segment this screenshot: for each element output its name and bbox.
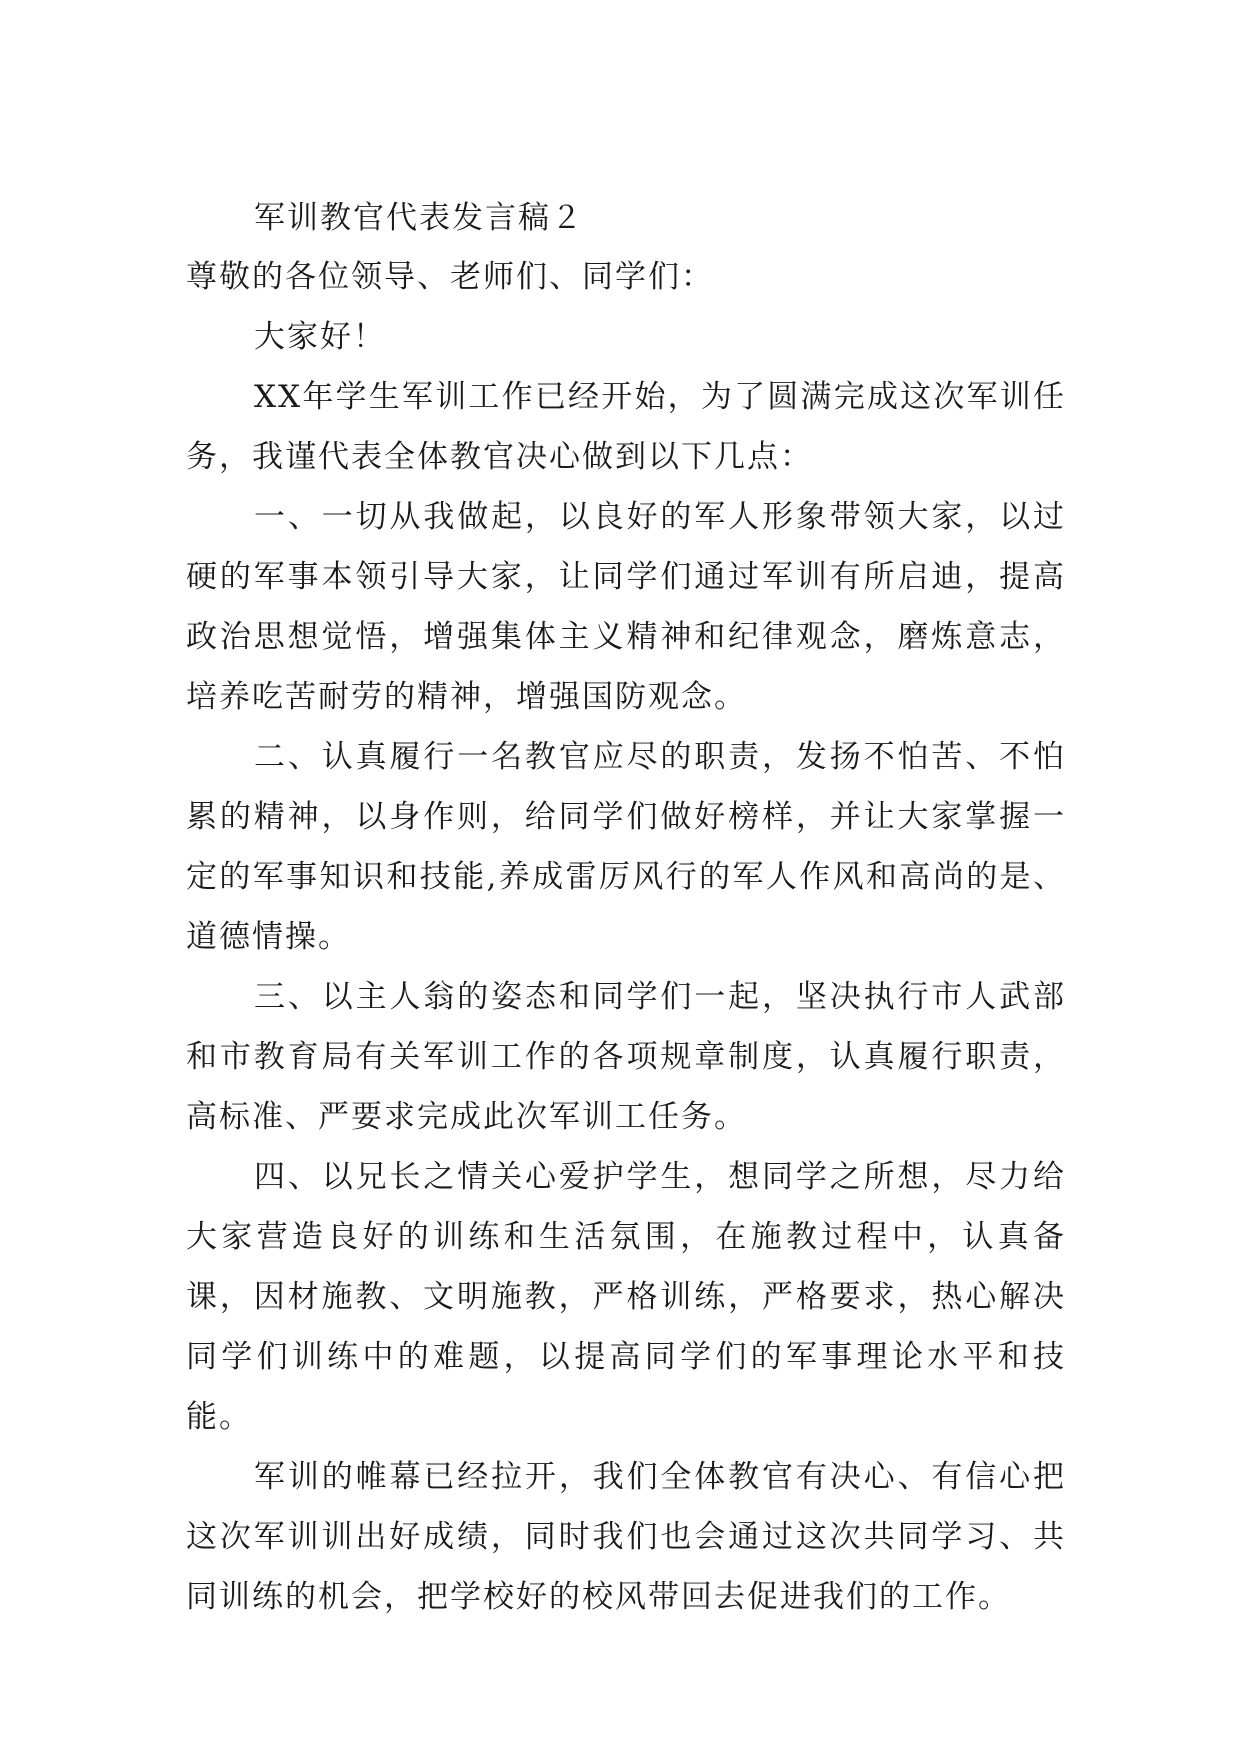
paragraph-closing: 军训的帷幕已经拉开，我们全体教官有决心、有信心把这次军训训出好成绩，同时我们也会通过这次共同学习、共同训练的机会，把学校好的校风带回去促进我们的工作。 bbox=[186, 1459, 1066, 1615]
paragraph-point-1: 一、一切从我做起，以良好的军人形象带领大家，以过硬的军事本领引导大家，让同学们通过军训有所启迪，提高政治思想觉悟，增强集体主义精神和纪律观念，磨炼意志，培养吃苦耐劳的精神，增强国防观念。 bbox=[186, 499, 1066, 715]
document-title: 军训教官代表发言稿２ bbox=[254, 200, 584, 236]
paragraph-point-2: 二、认真履行一名教官应尽的职责，发扬不怕苦、不怕累的精神，以身作则，给同学们做好榜样，并让大家掌握一定的军事知识和技能,养成雷厉风行的军人作风和高尚的是、道德情操。 bbox=[186, 739, 1066, 955]
paragraph-point-4: 四、以兄长之情关心爱护学生，想同学之所想，尽力给大家营造良好的训练和生活氛围，在施教过程中，认真备课，因材施教、文明施教，严格训练，严格要求，热心解决同学们训练中的难题，以提高同学们的军事理论水平和技能。 bbox=[186, 1159, 1066, 1435]
paragraph-point-3: 三、以主人翁的姿态和同学们一起，坚决执行市人武部和市教育局有关军训工作的各项规章制度，认真履行职责，高标准、严要求完成此次军训工任务。 bbox=[186, 979, 1066, 1135]
greeting: 大家好！ bbox=[254, 319, 386, 355]
document-body bbox=[186, 189, 1066, 1627]
salutation: 尊敬的各位领导、老师们、同学们： bbox=[186, 259, 714, 295]
paragraph-intro: XX年学生军训工作已经开始，为了圆满完成这次军训任务，我谨代表全体教官决心做到以下几点： bbox=[186, 379, 1066, 475]
